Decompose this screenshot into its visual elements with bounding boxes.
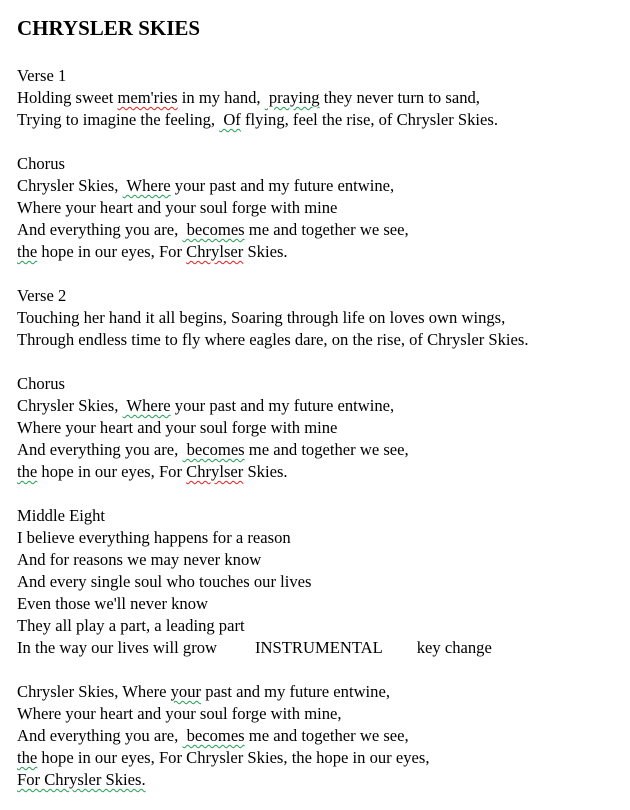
middle-eight [17, 505, 630, 659]
chorus-1 [17, 153, 630, 263]
verse-2-line-1: Touching her hand it all begins, Soaring through life on loves own wings, [17, 308, 506, 327]
final-chorus-line-3: And everything you are, becomes me and together we see, [17, 726, 409, 745]
chorus-2-line-1: Chrysler Skies, Where your past and my future entwine, [17, 396, 395, 415]
song-title: CHRYSLER SKIES [17, 16, 201, 40]
chorus-2-line-4: the hope in our eyes, For Chrylser Skies. [17, 462, 288, 481]
middle-eight-line-5: They all play a part, a leading part [17, 616, 245, 635]
chorus-1-line-1: Chrysler Skies, Where your past and my future entwine, [17, 176, 395, 195]
verse-2-heading: Verse 2 [17, 286, 67, 305]
middle-eight-line-2: And for reasons we may never know [17, 550, 262, 569]
chorus-2 [17, 373, 630, 483]
middle-eight-heading: Middle Eight [17, 506, 106, 525]
middle-eight-line-6: In the way our lives will grow INSTRUMENTAL key change [17, 638, 492, 657]
verse-1-line-1: Holding sweet mem'ries in my hand, praying they never turn to sand, [17, 88, 480, 107]
final-chorus-line-4: the hope in our eyes, For Chrysler Skies, the hope in our eyes, [17, 748, 430, 767]
final-chorus-line-5: For Chrysler Skies. [17, 770, 146, 789]
verse-2 [17, 285, 630, 351]
final-chorus-line-1: Chrysler Skies, Where your past and my future entwine, [17, 682, 390, 701]
chorus-2-line-3: And everything you are, becomes me and together we see, [17, 440, 409, 459]
chorus-1-line-4: the hope in our eyes, For Chrylser Skies. [17, 242, 288, 261]
verse-1 [17, 65, 630, 131]
verse-1-heading: Verse 1 [17, 66, 67, 85]
middle-eight-line-1: I believe everything happens for a reason [17, 528, 291, 547]
final-chorus-line-2: Where your heart and your soul forge with mine, [17, 704, 342, 723]
instrumental-note: INSTRUMENTAL [255, 638, 383, 657]
final-chorus [17, 681, 630, 791]
key-change-note: key change [416, 638, 492, 657]
verse-1-line-2: Trying to imagine the feeling, Of flying, feel the rise, of Chrysler Skies. [17, 110, 498, 129]
middle-eight-line-4: Even those we'll never know [17, 594, 208, 613]
middle-eight-line-3: And every single soul who touches our lives [17, 572, 312, 591]
verse-2-line-2: Through endless time to fly where eagles dare, on the rise, of Chrysler Skies. [17, 330, 529, 349]
chorus-1-heading: Chorus [17, 154, 65, 173]
chorus-1-line-2: Where your heart and your soul forge with mine [17, 198, 338, 217]
chorus-2-heading: Chorus [17, 374, 65, 393]
chorus-2-line-2: Where your heart and your soul forge with mine [17, 418, 338, 437]
chorus-1-line-3: And everything you are, becomes me and together we see, [17, 220, 409, 239]
